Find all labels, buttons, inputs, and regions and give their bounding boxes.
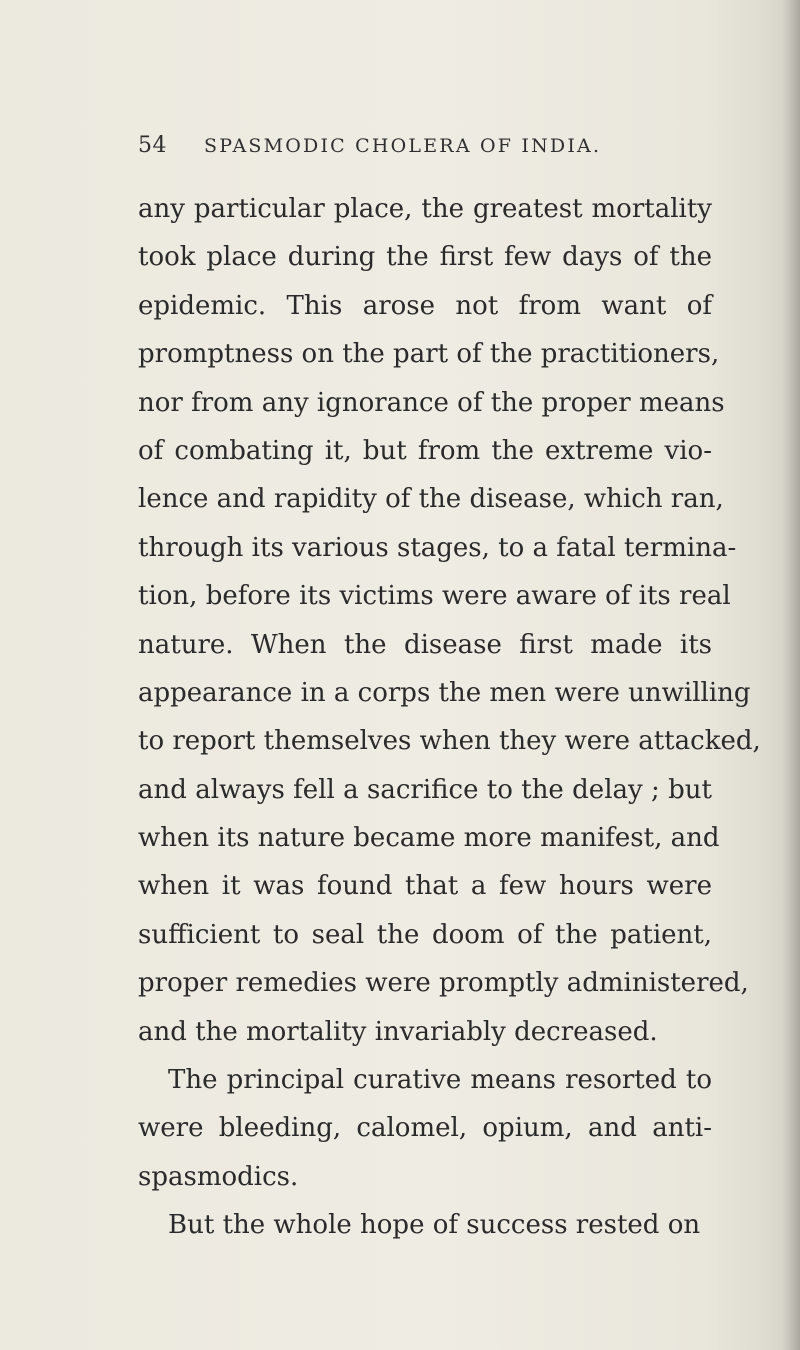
text-line: But the whole hope of success rested on: [168, 1210, 701, 1241]
text-line: tion, before its victims were aware of its real: [138, 581, 731, 612]
text-line: when its nature became more manifest, and: [138, 823, 720, 854]
text-line: nor from any ignorance of the proper means: [138, 387, 725, 418]
text-line: and the mortality invariably decreased.: [138, 1016, 658, 1047]
text-line: epidemic. This arose not from want of: [138, 290, 712, 321]
text-line: took place during the first few days of the: [138, 242, 712, 273]
body-text: [138, 185, 761, 1250]
text-line: appearance in a corps the men were unwilling: [138, 677, 751, 708]
text-line: were bleeding, calomel, opium, and anti-: [138, 1113, 712, 1144]
text-line: The principal curative means resorted to: [168, 1065, 712, 1096]
text-line: through its various stages, to a fatal termina-: [138, 532, 737, 563]
text-line: spasmodics.: [138, 1161, 299, 1192]
text-line: promptness on the part of the practitioners,: [138, 339, 720, 370]
text-line: lence and rapidity of the disease, which ran,: [138, 484, 724, 515]
page-number: 54: [138, 133, 167, 158]
text-line: and always fell a sacrifice to the delay ; but: [138, 774, 712, 805]
text-line: proper remedies were promptly administered,: [138, 968, 749, 999]
page-header: [138, 133, 638, 163]
text-line: nature. When the disease first made its: [138, 629, 712, 660]
text-line: of combating it, but from the extreme vio-: [138, 435, 712, 466]
text-line: sufficient to seal the doom of the patient,: [138, 919, 712, 950]
text-line: any particular place, the greatest mortality: [138, 194, 712, 224]
text-line: to report themselves when they were attacked,: [138, 726, 761, 757]
running-title: SPASMODIC CHOLERA OF INDIA.: [204, 135, 602, 157]
page-edge-shadow: [782, 0, 800, 1350]
text-line: when it was found that a few hours were: [138, 871, 712, 902]
